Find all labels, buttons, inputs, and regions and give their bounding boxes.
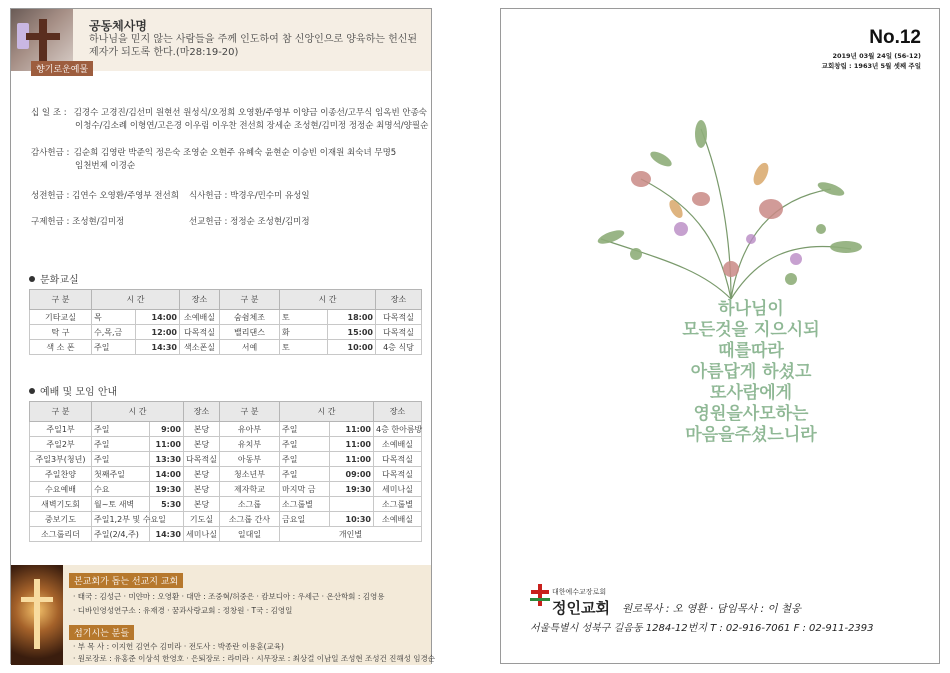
table-cell: 세미나실: [374, 482, 422, 497]
holy-label: 성전헌금 :: [31, 191, 70, 201]
table-cell: 밸리댄스: [220, 325, 280, 340]
table-cell: 수요: [92, 482, 150, 497]
table-cell: 소예배실: [374, 512, 422, 527]
table-cell: 주일: [92, 452, 150, 467]
col-header: 시 간: [280, 402, 374, 422]
table-cell: 본당: [184, 467, 220, 482]
verse-line: 모든것을 지으시되: [682, 320, 820, 340]
cross-icon: [34, 579, 40, 649]
table-cell: 마지막 금: [280, 482, 330, 497]
meal-offering: [189, 189, 310, 201]
table-cell: 5:30: [150, 497, 184, 512]
table-cell: 11:00: [150, 437, 184, 452]
relief-value: 조성현/김미정: [72, 217, 125, 227]
table-cell: 14:30: [136, 340, 180, 355]
bullet-icon: [29, 388, 35, 394]
table-cell: 색소폰실: [180, 340, 220, 355]
table-cell: 주일1,2부 및 수요일: [92, 512, 150, 527]
church-logo-icon: [530, 584, 550, 606]
table-cell: 서예: [220, 340, 280, 355]
holy-value: 김연수 오영환/주영부 전선희: [72, 191, 179, 201]
thanks-block: [31, 147, 396, 173]
table-cell: 주일3부(청년): [30, 452, 92, 467]
table-cell: 주일1부: [30, 422, 92, 437]
table-row: [30, 437, 422, 452]
denomination: 대한예수교장로회: [552, 588, 607, 596]
col-header: 구 분: [30, 290, 92, 310]
table-cell: 주일(2/4,주): [92, 527, 150, 542]
left-page: [10, 8, 435, 664]
table-cell: 다목적실: [376, 325, 422, 340]
culture-section-title: 문화교실: [29, 271, 79, 286]
verse-line: 마음을주셨느니라: [685, 425, 817, 445]
col-header: 시 간: [92, 402, 184, 422]
col-header: 장소: [376, 290, 422, 310]
table-cell: 개인별: [280, 527, 422, 542]
table-cell: 본당: [184, 422, 220, 437]
thanks-names-2: 임천번제 이경순: [75, 161, 136, 171]
table-cell: 주일찬양: [30, 467, 92, 482]
table-cell: 금요일: [280, 512, 330, 527]
table-cell: 탁 구: [30, 325, 92, 340]
table-cell: 9:00: [150, 422, 184, 437]
table-row: [30, 482, 422, 497]
table-cell: 주일: [92, 422, 150, 437]
verse-line: 하나님이: [718, 299, 784, 319]
table-cell: 숨쉼체조: [220, 310, 280, 325]
mission-offering: [189, 215, 310, 227]
table-cell: 유아부: [220, 422, 280, 437]
table-cell: 소예배실: [180, 310, 220, 325]
table-cell: 4층 한아름방: [374, 422, 422, 437]
mission-text: 하나님을 믿지 않는 사람들을 주께 인도하여 참 신앙인으로 양육하는 헌신된 제자가 되도록 한다.(마28:19-20): [89, 34, 418, 58]
cross-icon: [39, 19, 47, 67]
table-cell: 18:00: [328, 310, 376, 325]
bullet-icon: [29, 276, 35, 282]
table-cell: 첫째주일: [92, 467, 150, 482]
established-date: 교회창립 : 1963년 5월 셋째 주일: [821, 62, 921, 70]
meal-value: 박경우/민수미 유성일: [230, 191, 310, 201]
col-header: 구 분: [220, 290, 280, 310]
table-row: [30, 467, 422, 482]
table-cell: 11:00: [330, 437, 374, 452]
table-cell: 기타교실: [30, 310, 92, 325]
missions-heading: 본교회가 돕는 선교지 교회: [69, 573, 183, 588]
mission-label: 선교헌금 :: [189, 217, 228, 227]
table-cell: 다목적실: [184, 452, 220, 467]
relief-offering: [31, 215, 124, 227]
table-cell: 토: [280, 340, 328, 355]
table-row: [30, 422, 422, 437]
table-cell: 4층 식당: [376, 340, 422, 355]
table-cell: 14:00: [150, 467, 184, 482]
table-cell: 10:30: [330, 512, 374, 527]
verse-line: 또사람에게: [709, 383, 793, 403]
flower-illustration: [581, 119, 871, 299]
table-cell: 다목적실: [374, 467, 422, 482]
col-header: 장소: [374, 402, 422, 422]
glowing-cross-photo: [11, 565, 63, 665]
table-cell: 일대일: [220, 527, 280, 542]
verse-line: 때를따라: [718, 341, 784, 361]
table-row: [30, 527, 422, 542]
table-cell: 수요예배: [30, 482, 92, 497]
tithe-label: 십 일 조 :: [31, 108, 67, 118]
table-cell: 12:00: [136, 325, 180, 340]
table-cell: 13:30: [150, 452, 184, 467]
table-row: [30, 310, 422, 325]
worship-header-row: [30, 402, 422, 422]
worship-table: [29, 401, 422, 542]
col-header: 구 분: [30, 402, 92, 422]
table-cell: 19:30: [330, 482, 374, 497]
servants-line-1: · 부 목 사 : 이지헌 김연수 김미라 · 전도사 : 박종란 이용훈(교육): [73, 642, 284, 651]
table-cell: 주일: [280, 467, 330, 482]
col-header: 시 간: [280, 290, 376, 310]
table-cell: 11:00: [330, 422, 374, 437]
table-row: [30, 340, 422, 355]
church-name: 정인교회: [552, 599, 610, 617]
verse-line: 아름답게 하셨고: [690, 362, 812, 382]
col-header: 장소: [180, 290, 220, 310]
table-cell: 세미나실: [184, 527, 220, 542]
worship-section-title: 예배 및 모임 안내: [29, 383, 117, 398]
table-cell: 화: [280, 325, 328, 340]
table-cell: [330, 497, 374, 512]
table-cell: 주일2부: [30, 437, 92, 452]
tithe-names-1: 김경수 고경진/김선미 원현선 원성식/오정희 오영환/주영부 이양금 이종선/고무식 임옥빈 안종숙: [73, 108, 428, 118]
thanks-names-1: 김순희 김영란 박준익 정은숙 조영순 오현주 유혜숙 윤현순 이승빈 이재원 최숙녀 무명5: [73, 148, 397, 158]
table-cell: 목: [92, 310, 136, 325]
table-cell: 아동부: [220, 452, 280, 467]
servants-heading: 섬기시는 분들: [69, 625, 134, 640]
servants-line-2: · 원로장로 : 유홍준 이상석 한영호 · 은퇴장로 : 라미라 · 시무장로 : 최상걸 이남일 조성현 조성건 진해성 임경순: [73, 654, 435, 663]
table-cell: 제자학교: [220, 482, 280, 497]
col-header: 시 간: [92, 290, 180, 310]
missions-line-1: · 태국 : 김성근 · 미얀마 : 오영환 · 대만 : 조중혁/허중은 · 캄보디아 : 우세근 · 온산학회 : 김영용: [73, 592, 385, 601]
mission-value: 정정순 조성현/김미정: [230, 217, 310, 227]
table-cell: 14:00: [136, 310, 180, 325]
issue-number: No.12: [869, 27, 921, 48]
table-cell: 소그룹 간사: [220, 512, 280, 527]
table-cell: 15:00: [328, 325, 376, 340]
tithe-block: [31, 107, 428, 133]
footer-band: [11, 565, 435, 665]
col-header: 구 분: [220, 402, 280, 422]
offering-tag: 향기로운예물: [31, 61, 93, 76]
table-cell: 토: [280, 310, 328, 325]
table-cell: 중보기도: [30, 512, 92, 527]
table-cell: 주일: [92, 437, 150, 452]
table-cell: 19:30: [150, 482, 184, 497]
table-cell: 청소년부: [220, 467, 280, 482]
table-cell: 본당: [184, 437, 220, 452]
tithe-names-2: 이청수/김소례 이형연/고은경 이우림 이우찬 전선희 장세순 조성현/김미정 정정순 최명석/양필순: [75, 121, 429, 131]
issue-date: 2019년 03월 24일 (56-12): [832, 52, 921, 60]
table-row: [30, 325, 422, 340]
col-header: 장소: [184, 402, 220, 422]
table-row: [30, 512, 422, 527]
table-cell: 11:00: [330, 452, 374, 467]
church-address: 서울특별시 성북구 길음동 1284-12번지 T : 02-916-7061 F : 02-911-2393: [530, 623, 874, 634]
thanks-label: 감사헌금 :: [31, 148, 70, 158]
table-cell: 새벽기도회: [30, 497, 92, 512]
right-page: [500, 8, 940, 664]
meal-label: 식사헌금 :: [189, 191, 228, 201]
pastors: 원로목사 : 오 영환 · 담임목사 : 이 철웅: [622, 603, 802, 615]
table-cell: 색 소 폰: [30, 340, 92, 355]
table-cell: 본당: [184, 497, 220, 512]
mission-title: 공동체사명: [89, 19, 147, 33]
relief-label: 구제헌금 :: [31, 217, 70, 227]
table-cell: 월~토 새벽: [92, 497, 150, 512]
table-cell: 본당: [184, 482, 220, 497]
table-cell: 소예배실: [374, 437, 422, 452]
table-cell: 주일: [92, 340, 136, 355]
table-cell: 소그룹리더: [30, 527, 92, 542]
table-cell: 소그룹별: [374, 497, 422, 512]
table-row: [30, 452, 422, 467]
verse-line: 영원을사모하는: [693, 404, 809, 424]
culture-table: [29, 289, 422, 355]
table-cell: 주일: [280, 437, 330, 452]
missions-line-2: · 디바인영성연구소 : 유재경 · 꿈과사랑교회 : 정창원 · T국 : 김영일: [73, 606, 293, 615]
culture-header-row: [30, 290, 422, 310]
table-cell: 09:00: [330, 467, 374, 482]
table-cell: 수,목,금: [92, 325, 136, 340]
table-cell: 유치부: [220, 437, 280, 452]
table-cell: 다목적실: [376, 310, 422, 325]
table-cell: 다목적실: [374, 452, 422, 467]
table-row: [30, 497, 422, 512]
mission-header-band: [11, 9, 431, 75]
table-cell: 다목적실: [180, 325, 220, 340]
table-cell: 14:30: [150, 527, 184, 542]
bible-verse: [651, 299, 851, 446]
table-cell: 소그룹: [220, 497, 280, 512]
table-cell: 기도실: [184, 512, 220, 527]
table-cell: 소그룹별: [280, 497, 330, 512]
table-cell: 10:00: [328, 340, 376, 355]
table-cell: 주일: [280, 422, 330, 437]
holy-offering: [31, 189, 179, 201]
table-cell: 주일: [280, 452, 330, 467]
